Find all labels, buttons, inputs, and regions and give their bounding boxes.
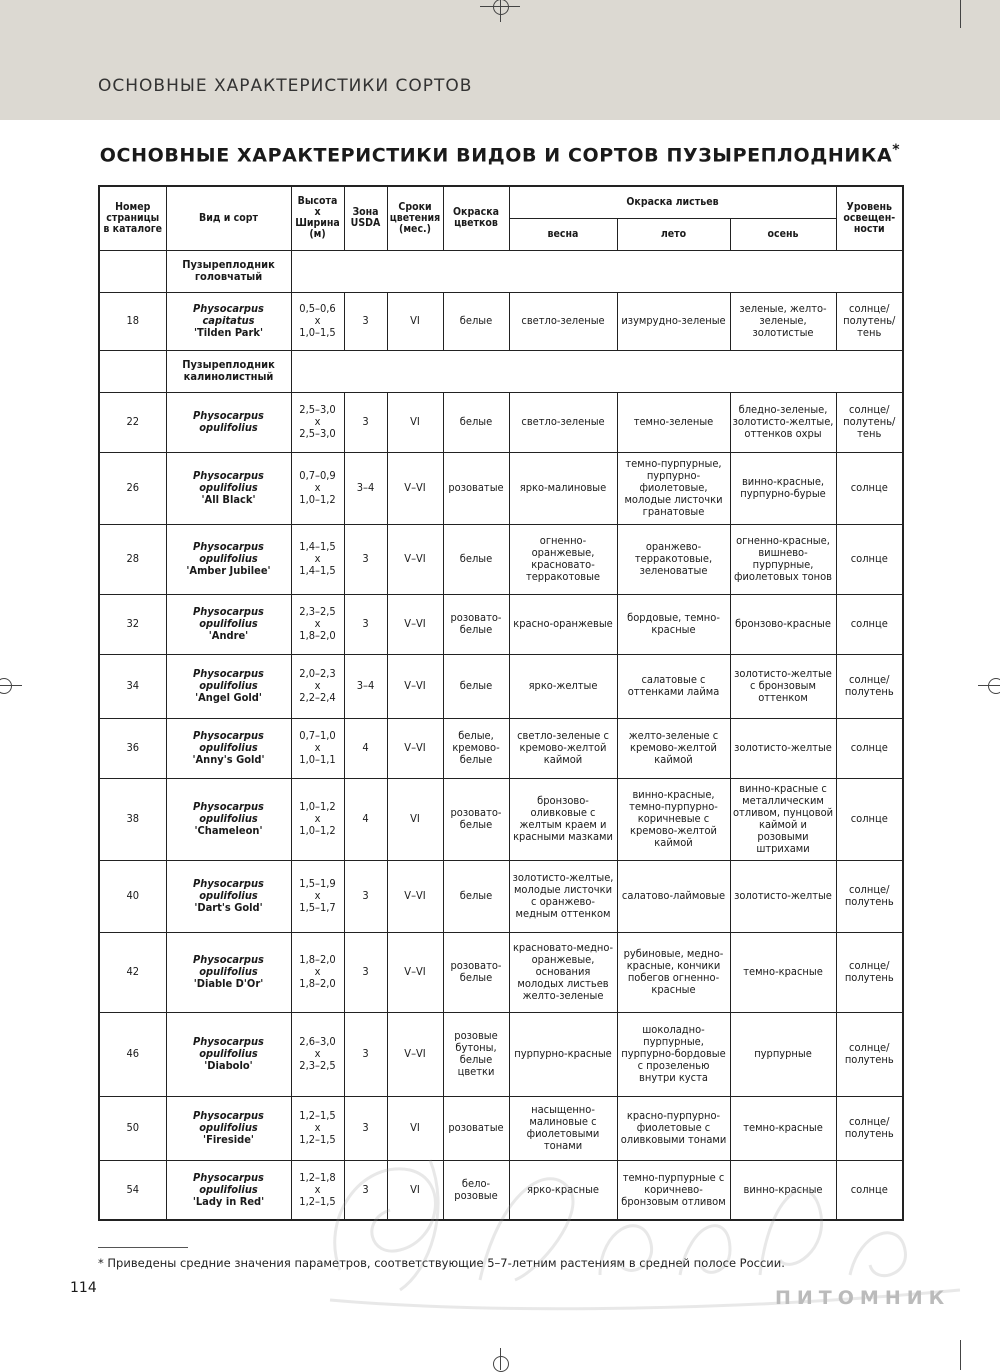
header-bloom: Сроки цветения (мес.) — [387, 186, 443, 250]
species-name: Physocarpus opulifolius — [193, 605, 264, 630]
page-cell: 50 — [99, 1096, 166, 1160]
summer-cell: темно-зеленые — [617, 392, 730, 452]
group-filler-cell — [291, 350, 903, 392]
size-separator: х — [314, 679, 321, 692]
width-value: 2,5–3,0 — [299, 427, 336, 440]
flower-cell: розоватые — [443, 452, 509, 524]
flower-cell: розовые бутоны, белые цветки — [443, 1012, 509, 1096]
group-empty-cell — [99, 350, 166, 392]
height-value: 1,8–2,0 — [299, 953, 336, 966]
flower-cell: розовато-белые — [443, 932, 509, 1012]
zone-cell: 3 — [344, 1160, 387, 1220]
cultivar-name: 'Dart's Gold' — [194, 901, 263, 914]
autumn-cell: зеленые, желто-зеленые, золотистые — [730, 292, 836, 350]
cultivar-name: 'Diable D'Or' — [193, 977, 264, 990]
species-name: Physocarpus opulifolius — [193, 729, 264, 754]
width-value: 2,3–2,5 — [299, 1059, 336, 1072]
running-head: ОСНОВНЫЕ ХАРАКТЕРИСТИКИ СОРТОВ — [98, 76, 473, 96]
species-cell — [166, 1096, 291, 1160]
species-name: Physocarpus opulifolius — [193, 877, 264, 902]
species-name: Physocarpus opulifolius — [193, 1035, 264, 1060]
cultivar-name: 'Chameleon' — [194, 824, 263, 837]
page-cell: 36 — [99, 718, 166, 778]
zone-cell: 3 — [344, 1012, 387, 1096]
light-cell: солнце — [836, 524, 903, 594]
species-cell — [166, 778, 291, 860]
bloom-cell: V–VI — [387, 932, 443, 1012]
autumn-cell: винно-красные, пурпурно-бурые — [730, 452, 836, 524]
bloom-cell: V–VI — [387, 860, 443, 932]
autumn-cell: бледно-зеленые, золотисто-желтые, оттенков охры — [730, 392, 836, 452]
height-value: 1,4–1,5 — [299, 540, 336, 553]
flower-cell: белые — [443, 392, 509, 452]
summer-cell: шоколадно-пурпурные, пурпурно-бордовые с прозеленью внутри куста — [617, 1012, 730, 1096]
light-cell: солнце/ полутень — [836, 860, 903, 932]
header-name: Вид и сорт — [166, 186, 291, 250]
table-body — [99, 250, 903, 1220]
width-value: 1,0–1,2 — [299, 493, 336, 506]
species-cell — [166, 292, 291, 350]
autumn-cell: винно-красные с металлическим отливом, пунцовой каймой и розовыми штрихами — [730, 778, 836, 860]
spring-cell: ярко-желтые — [509, 654, 617, 718]
zone-cell: 3 — [344, 524, 387, 594]
autumn-cell: пурпурные — [730, 1012, 836, 1096]
table-row — [99, 594, 903, 654]
species-cell — [166, 452, 291, 524]
spring-cell: красно-оранжевые — [509, 594, 617, 654]
light-cell: солнце/ полутень — [836, 1012, 903, 1096]
size-separator: х — [314, 481, 321, 494]
crop-mark-top — [470, 0, 530, 22]
species-cell — [166, 1012, 291, 1096]
species-cell — [166, 860, 291, 932]
height-value: 1,5–1,9 — [299, 877, 336, 890]
header-flower: Окраска цветков — [443, 186, 509, 250]
width-value: 1,0–1,5 — [299, 326, 336, 339]
summer-cell: винно-красные, темно-пурпурно-коричневые с кремово-желтой каймой — [617, 778, 730, 860]
bloom-cell: V–VI — [387, 654, 443, 718]
species-name: Physocarpus opulifolius — [193, 540, 264, 565]
light-cell: солнце — [836, 718, 903, 778]
size-separator: х — [314, 812, 321, 825]
bloom-cell: V–VI — [387, 718, 443, 778]
page-cell: 42 — [99, 932, 166, 1012]
flower-cell: бело-розовые — [443, 1160, 509, 1220]
size-cell — [291, 524, 344, 594]
width-value: 2,2–2,4 — [299, 691, 336, 704]
species-cell — [166, 594, 291, 654]
crop-mark-right — [978, 655, 1000, 715]
header-summer: лето — [617, 218, 730, 250]
autumn-cell: золотисто-желтые — [730, 860, 836, 932]
species-cell — [166, 654, 291, 718]
width-value: 1,5–1,7 — [299, 901, 336, 914]
spring-cell: пурпурно-красные — [509, 1012, 617, 1096]
header-light: Уровень освещен-ности — [836, 186, 903, 250]
crop-mark-corner-br — [960, 1340, 1000, 1370]
spring-cell: светло-зеленые — [509, 292, 617, 350]
spring-cell: бронзово-оливковые с желтым краем и красными мазками — [509, 778, 617, 860]
summer-cell: салатовые с оттенками лайма — [617, 654, 730, 718]
size-separator: х — [314, 889, 321, 902]
table-row — [99, 292, 903, 350]
bloom-cell: VI — [387, 1160, 443, 1220]
size-separator: х — [314, 1121, 321, 1134]
group-title: Пузыреплодник головчатый — [166, 250, 291, 292]
light-cell: солнце — [836, 1160, 903, 1220]
summer-cell: красно-пурпурно-фиолетовые с оливковыми тонами — [617, 1096, 730, 1160]
light-cell: солнце — [836, 452, 903, 524]
species-cell — [166, 524, 291, 594]
table-row — [99, 654, 903, 718]
page-title — [0, 142, 1000, 166]
table-row — [99, 718, 903, 778]
flower-cell: розоватые — [443, 1096, 509, 1160]
size-cell — [291, 292, 344, 350]
table-row — [99, 932, 903, 1012]
size-separator: х — [314, 552, 321, 565]
cultivar-name: 'All Black' — [201, 493, 256, 506]
flower-cell: белые — [443, 860, 509, 932]
zone-cell: 3 — [344, 860, 387, 932]
zone-cell: 3 — [344, 1096, 387, 1160]
autumn-cell: огненно-красные, вишнево-пурпурные, фиолетовых тонов — [730, 524, 836, 594]
bloom-cell: VI — [387, 392, 443, 452]
height-value: 2,0–2,3 — [299, 667, 336, 680]
species-cell — [166, 1160, 291, 1220]
height-value: 2,3–2,5 — [299, 605, 336, 618]
table-row — [99, 1160, 903, 1220]
group-empty-cell — [99, 250, 166, 292]
page-cell: 22 — [99, 392, 166, 452]
table-row — [99, 1012, 903, 1096]
bloom-cell: VI — [387, 1096, 443, 1160]
zone-cell: 4 — [344, 718, 387, 778]
summer-cell: темно-пурпурные с коричнево-бронзовым отливом — [617, 1160, 730, 1220]
footnote-rule — [98, 1247, 188, 1248]
zone-cell: 3 — [344, 932, 387, 1012]
page-cell: 38 — [99, 778, 166, 860]
autumn-cell: золотисто-желтые — [730, 718, 836, 778]
page-cell: 40 — [99, 860, 166, 932]
bloom-cell: V–VI — [387, 524, 443, 594]
summer-cell: салатово-лаймовые — [617, 860, 730, 932]
height-value: 2,5–3,0 — [299, 403, 336, 416]
table-row — [99, 452, 903, 524]
height-value: 1,2–1,8 — [299, 1170, 336, 1184]
zone-cell: 3–4 — [344, 452, 387, 524]
cultivar-name: 'Andre' — [208, 629, 249, 642]
size-cell — [291, 1012, 344, 1096]
flower-cell: белые — [443, 524, 509, 594]
species-name: Physocarpus opulifolius — [193, 1170, 264, 1196]
width-value: 1,0–1,2 — [299, 824, 336, 837]
size-cell — [291, 654, 344, 718]
bloom-cell: V–VI — [387, 1012, 443, 1096]
species-name: Physocarpus opulifolius — [193, 469, 264, 494]
size-cell — [291, 860, 344, 932]
header-autumn: осень — [730, 218, 836, 250]
flower-cell: розовато-белые — [443, 778, 509, 860]
size-cell — [291, 392, 344, 452]
characteristics-table — [98, 185, 904, 1221]
table-row — [99, 392, 903, 452]
size-separator: х — [314, 415, 321, 428]
species-cell — [166, 932, 291, 1012]
header-page: Номер страницы в каталоге — [99, 186, 166, 250]
flower-cell: белые — [443, 654, 509, 718]
zone-cell: 3–4 — [344, 654, 387, 718]
flower-cell: белые, кремово-белые — [443, 718, 509, 778]
size-cell — [291, 932, 344, 1012]
spring-cell: ярко-малиновые — [509, 452, 617, 524]
page-cell: 32 — [99, 594, 166, 654]
spring-cell: насыщенно-малиновые с фиолетовыми тонами — [509, 1096, 617, 1160]
light-cell: солнце/ полутень/ тень — [836, 392, 903, 452]
size-separator: х — [314, 314, 321, 327]
height-value: 0,5–0,6 — [299, 302, 336, 315]
cultivar-name: 'Tilden Park' — [194, 326, 263, 339]
header-leaves: Окраска листьев — [509, 186, 836, 218]
size-cell — [291, 1096, 344, 1160]
cultivar-name: 'Lady in Red' — [192, 1194, 265, 1208]
size-cell — [291, 718, 344, 778]
zone-cell: 3 — [344, 594, 387, 654]
species-name: Physocarpus opulifolius — [193, 1109, 264, 1134]
light-cell: солнце — [836, 594, 903, 654]
spring-cell: золотисто-желтые, молодые листочки с оранжево-медным оттенком — [509, 860, 617, 932]
crop-mark-corner-tr — [960, 0, 1000, 40]
width-value: 1,0–1,1 — [299, 753, 336, 766]
height-value: 2,6–3,0 — [299, 1035, 336, 1048]
light-cell: солнце — [836, 778, 903, 860]
table-row — [99, 1096, 903, 1160]
summer-cell: рубиновые, медно-красные, кончики побегов огненно-красные — [617, 932, 730, 1012]
size-separator: х — [314, 1047, 321, 1060]
species-name: Physocarpus opulifolius — [193, 409, 264, 434]
cultivar-name: 'Amber Jubilee' — [186, 564, 271, 577]
spring-cell: красновато-медно-оранжевые, основания молодых листьев желто-зеленые — [509, 932, 617, 1012]
size-cell — [291, 594, 344, 654]
species-name: Physocarpus opulifolius — [193, 953, 264, 978]
page-cell: 18 — [99, 292, 166, 350]
table-row — [99, 778, 903, 860]
footnote: * Приведены средние значения параметров, соответствующие 5–7-летним растениям в средней полосе России. — [98, 1256, 785, 1270]
bloom-cell: V–VI — [387, 452, 443, 524]
size-cell — [291, 452, 344, 524]
crop-mark-left — [0, 655, 22, 715]
height-value: 0,7–1,0 — [299, 729, 336, 742]
summer-cell: оранжево-терракотовые, зеленоватые — [617, 524, 730, 594]
spring-cell: ярко-красные — [509, 1160, 617, 1220]
width-value: 1,4–1,5 — [299, 564, 336, 577]
cultivar-name: 'Diabolo' — [204, 1059, 253, 1072]
size-cell — [291, 778, 344, 860]
size-separator: х — [314, 741, 321, 754]
title-text: ОСНОВНЫЕ ХАРАКТЕРИСТИКИ ВИДОВ И СОРТОВ ПУЗЫРЕПЛОДНИКА — [99, 144, 893, 167]
zone-cell: 3 — [344, 292, 387, 350]
species-cell — [166, 392, 291, 452]
autumn-cell: темно-красные — [730, 932, 836, 1012]
light-cell: солнце/ полутень/ тень — [836, 292, 903, 350]
width-value: 1,2–1,5 — [299, 1133, 336, 1146]
species-cell — [166, 718, 291, 778]
bloom-cell: VI — [387, 778, 443, 860]
page-cell: 46 — [99, 1012, 166, 1096]
flower-cell: розовато-белые — [443, 594, 509, 654]
size-separator: х — [314, 1182, 321, 1196]
summer-cell: изумрудно-зеленые — [617, 292, 730, 350]
summer-cell: желто-зеленые с кремово-желтой каймой — [617, 718, 730, 778]
species-name: Physocarpus opulifolius — [193, 667, 264, 692]
group-row — [99, 250, 903, 292]
group-row — [99, 350, 903, 392]
size-separator: х — [314, 965, 321, 978]
group-title: Пузыреплодник калинолистный — [166, 350, 291, 392]
size-cell — [291, 1160, 344, 1220]
width-value: 1,8–2,0 — [299, 629, 336, 642]
width-value: 1,8–2,0 — [299, 977, 336, 990]
spring-cell: огненно-оранжевые, красновато-терракотовые — [509, 524, 617, 594]
light-cell: солнце/ полутень — [836, 1096, 903, 1160]
autumn-cell: винно-красные — [730, 1160, 836, 1220]
bloom-cell: VI — [387, 292, 443, 350]
species-name: Physocarpus opulifolius — [193, 800, 264, 825]
crop-mark-bottom — [470, 1348, 530, 1370]
height-value: 0,7–0,9 — [299, 469, 336, 482]
header-zone: Зона USDA — [344, 186, 387, 250]
spring-cell: светло-зеленые — [509, 392, 617, 452]
autumn-cell: бронзово-красные — [730, 594, 836, 654]
size-separator: х — [314, 617, 321, 630]
table-row — [99, 860, 903, 932]
height-value: 1,0–1,2 — [299, 800, 336, 813]
page-cell: 54 — [99, 1160, 166, 1220]
page-cell: 34 — [99, 654, 166, 718]
group-filler-cell — [291, 250, 903, 292]
cultivar-name: 'Angel Gold' — [195, 691, 262, 704]
header-spring: весна — [509, 218, 617, 250]
zone-cell: 3 — [344, 392, 387, 452]
width-value: 1,2–1,5 — [299, 1194, 336, 1208]
species-name: Physocarpus capitatus — [193, 302, 264, 327]
table-row — [99, 524, 903, 594]
light-cell: солнце/ полутень — [836, 932, 903, 1012]
autumn-cell: золотисто-желтые с бронзовым оттенком — [730, 654, 836, 718]
flower-cell: белые — [443, 292, 509, 350]
title-footnote-mark: * — [892, 142, 901, 158]
spring-cell: светло-зеленые с кремово-желтой каймой — [509, 718, 617, 778]
page-number: 114 — [70, 1280, 97, 1296]
watermark-text: ПИТОМНИК — [775, 1287, 951, 1309]
cultivar-name: 'Fireside' — [203, 1133, 254, 1146]
bloom-cell: V–VI — [387, 594, 443, 654]
autumn-cell: темно-красные — [730, 1096, 836, 1160]
page-cell: 26 — [99, 452, 166, 524]
page-cell: 28 — [99, 524, 166, 594]
zone-cell: 4 — [344, 778, 387, 860]
height-value: 1,2–1,5 — [299, 1109, 336, 1122]
cultivar-name: 'Anny's Gold' — [192, 753, 265, 766]
summer-cell: бордовые, темно-красные — [617, 594, 730, 654]
header-size: Высота х Ширина (м) — [291, 186, 344, 250]
light-cell: солнце/ полутень — [836, 654, 903, 718]
summer-cell: темно-пурпурные, пурпурно-фиолетовые, молодые листочки гранатовые — [617, 452, 730, 524]
